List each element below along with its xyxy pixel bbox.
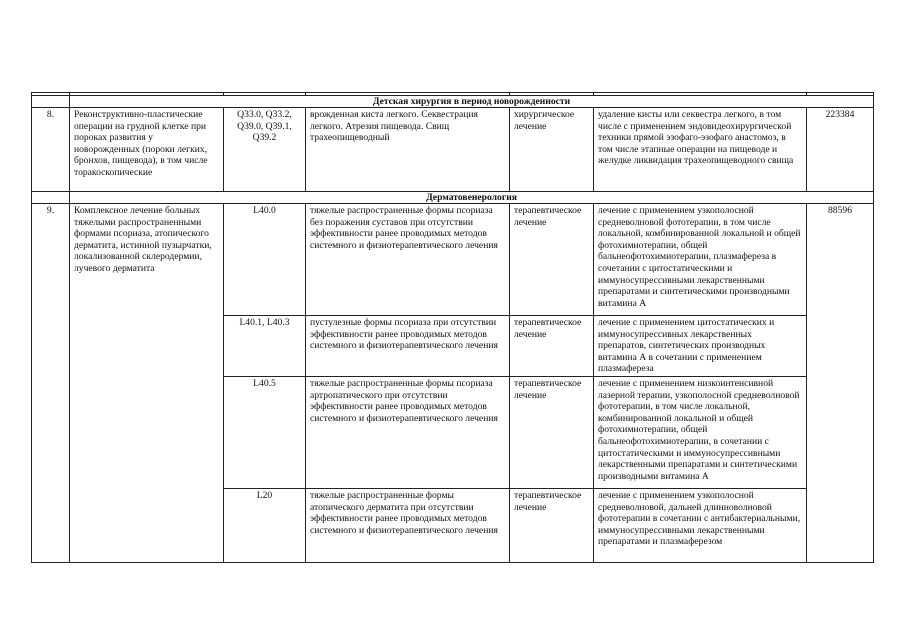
icd-codes-cell: Q33.0, Q33.2, Q39.0, Q39.1, Q39.2	[224, 108, 306, 192]
section-header-row	[32, 96, 874, 108]
patient-model-cell: врожденная киста легкого. Секвестрация легкого. Атрезия пищевода. Свищ трахеопищеводный	[306, 108, 510, 192]
cost-cell: 88596	[807, 204, 874, 563]
section-title: Дерматовенерология	[70, 192, 874, 204]
patient-model-cell: пустулезные формы псориаза при отсутствии эффективности ранее проводимых методов системного и физиотерапевтического лечения	[306, 316, 510, 377]
row-number: 8.	[32, 108, 70, 192]
section-header-row	[32, 192, 874, 204]
treatment-method-cell: лечение с применением низкоинтенсивной лазерной терапии, узкополосной средневолновой фототерапии, в том числе локальной, комбинированной локальной и общей фотохимиотерапии, общей бальнеофотохимиотерапии, в сочетании с цитостатическими и иммуносупрессивными лекарственными препаратами и синтетическими производными витамина А	[594, 377, 807, 489]
icd-codes-cell: L40.5	[224, 377, 306, 489]
group-name-cell: Реконструктивно-пластические операции на грудной клетке при пороках развития у новорожденных (пороки легких, бронхов, пищевода), в том числе торакоскопические	[70, 108, 224, 192]
patient-model-cell: тяжелые распространенные формы псориаза без поражения суставов при отсутствии эффективности ранее проводимых методов системного и физиотерапевтического лечения	[306, 204, 510, 316]
treatment-type-cell: терапевтическое лечение	[510, 377, 594, 489]
table-row	[32, 204, 874, 316]
treatment-type-cell: терапевтическое лечение	[510, 316, 594, 377]
treatment-method-cell: лечение с применением узкополосной средневолновой, дальней длинноволновой фототерапии в сочетании с антибактериальными, иммуносупрессивными лекарственными препаратами и плазмаферезом	[594, 489, 807, 563]
section-title: Детская хирургия в период новорожденности	[70, 96, 874, 108]
icd-codes-cell: L20	[224, 489, 306, 563]
patient-model-cell: тяжелые распространенные формы псориаза артропатического при отсутствии эффективности ранее проводимых методов системного и физиотерапевтического лечения	[306, 377, 510, 489]
treatment-type-cell: терапевтическое лечение	[510, 489, 594, 563]
treatment-method-cell: лечение с применением цитостатических и иммуносупрессивных лекарственных препаратов, синтетических производных витамина А в сочетании с применением плазмафереза	[594, 316, 807, 377]
group-name-cell: Комплексное лечение больных тяжелыми распространенными формами псориаза, атопического дерматита, истинной пузырчатки, локализованной склеродермии, лучевого дерматита	[70, 204, 224, 563]
treatment-method-cell: удаление кисты или секвестра легкого, в том числе с применением эндовидеохирургической техники прямой эзофаго-эзофаго анастомоз, в том числе этапные операции на пищеводе и желудке ликвидация трахеопищеводного свища	[594, 108, 807, 192]
cost-cell: 223384	[807, 108, 874, 192]
icd-codes-cell: L40.0	[224, 204, 306, 316]
patient-model-cell: тяжелые распространенные формы атопического дерматита при отсутствии эффективности ранее проводимых методов системного и физиотерапевтического лечения	[306, 489, 510, 563]
icd-codes-cell: L40.1, L40.3	[224, 316, 306, 377]
table-row	[32, 108, 874, 192]
treatment-method-cell: лечение с применением узкополосной средневолновой фототерапии, в том числе локальной, комбинированной локальной и общей фотохимиотерапии, общей бальнеофотохимиотерапии, плазмафереза в сочетании с цитостатическими и иммуносупрессивными лекарственными препаратами и синтетическими производными витамина А	[594, 204, 807, 316]
treatment-type-cell: хирургическое лечение	[510, 108, 594, 192]
care-types-table	[31, 92, 874, 563]
row-number: 9.	[32, 204, 70, 563]
treatment-type-cell: терапевтическое лечение	[510, 204, 594, 316]
